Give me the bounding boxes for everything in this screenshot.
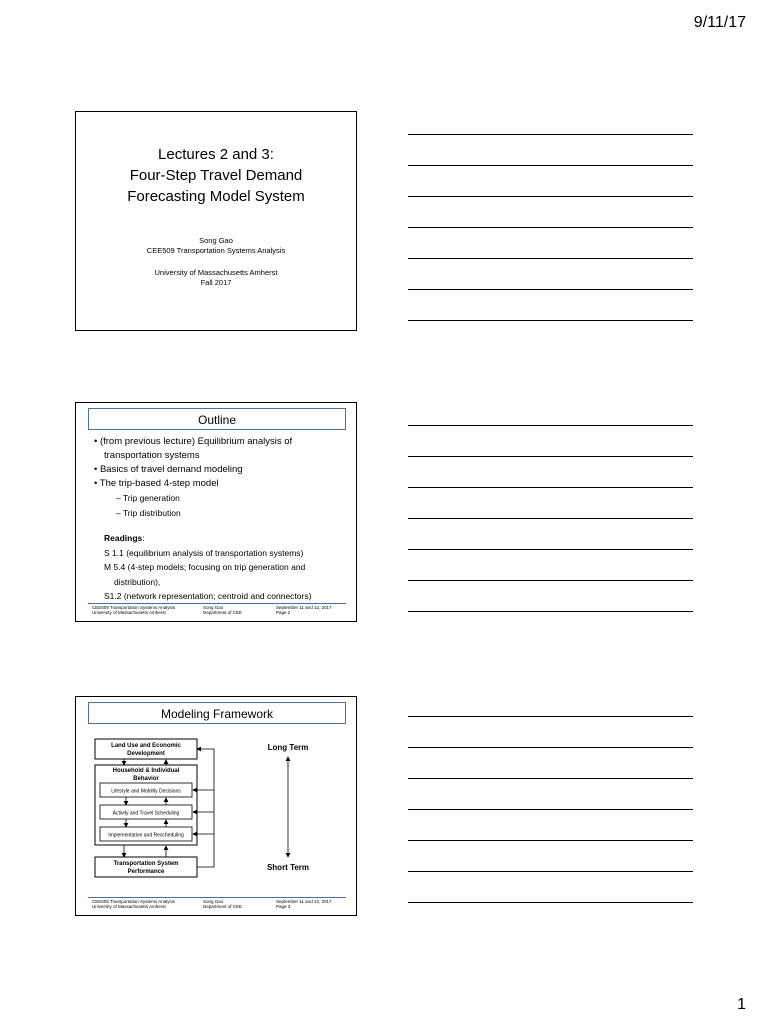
- implementation-label: Implementation and Rescheduling: [108, 832, 184, 839]
- title-line-3: Forecasting Model System: [127, 188, 305, 205]
- note-line: [408, 747, 693, 748]
- long-term-label: Long Term: [267, 743, 309, 752]
- slide-modeling-framework: [75, 696, 357, 916]
- transport-label-2: Performance: [127, 869, 165, 875]
- slide-outline: [75, 402, 357, 622]
- land-use-label-2: Development: [127, 751, 165, 757]
- note-line: [408, 165, 693, 166]
- slide-title: [75, 111, 357, 331]
- transport-label-1: Transportation System: [113, 861, 179, 867]
- note-line: [408, 196, 693, 197]
- note-line: [408, 778, 693, 779]
- list-item: • The trip-based 4-step model: [94, 478, 219, 489]
- note-line: [408, 487, 693, 488]
- institution-name: University of Massachusetts Amherst: [154, 268, 278, 277]
- note-line: [408, 227, 693, 228]
- footer-date: September 11 and 12, 2017: [276, 605, 332, 610]
- slide-title-heading: [76, 144, 356, 207]
- note-line: [408, 425, 693, 426]
- title-line-1: Lectures 2 and 3:: [158, 146, 274, 163]
- land-use-label-1: Land Use and Economic: [111, 743, 181, 749]
- reading-item-cont: distribution),: [114, 576, 161, 587]
- household-label-1: Household & Individual: [112, 768, 180, 774]
- footer-course: CEE509 Transportation Systems Analysis: [92, 899, 176, 904]
- footer-dept: Department of CEE: [203, 610, 243, 615]
- footer-page: Page 2: [276, 610, 291, 615]
- course-name: CEE509 Transportation Systems Analysis: [146, 246, 286, 255]
- note-line: [408, 580, 693, 581]
- note-line: [408, 716, 693, 717]
- reading-item: S 1.1 (equilibrium analysis of transportation systems): [104, 547, 304, 558]
- note-line: [408, 518, 693, 519]
- footer-univ: University of Massachusetts Amherst: [92, 610, 166, 615]
- household-label-2: Behavior: [133, 776, 159, 782]
- slide-footer: [88, 603, 346, 618]
- outline-list: [88, 435, 348, 604]
- note-line: [408, 456, 693, 457]
- footer-dept: Department of CEE: [203, 904, 243, 909]
- note-line: [408, 258, 693, 259]
- footer-author: Song Gao: [203, 605, 224, 610]
- page-number: 1: [737, 996, 746, 1013]
- footer-univ: University of Massachusetts Amherst: [92, 904, 166, 909]
- note-line: [408, 549, 693, 550]
- note-line: [408, 320, 693, 321]
- note-line: [408, 902, 693, 903]
- reading-item: M 5.4 (4-step models; focusing on trip generation and: [104, 562, 306, 572]
- page-date: 9/11/17: [693, 14, 746, 31]
- sub-list-item: – Trip generation: [116, 493, 180, 503]
- slide-heading: Outline: [88, 408, 346, 430]
- note-line: [408, 611, 693, 612]
- note-line: [408, 809, 693, 810]
- slide-heading: Modeling Framework: [88, 702, 346, 724]
- footer-course: CEE509 Transportation Systems Analysis: [92, 605, 176, 610]
- footer-date: September 11 and 12, 2017: [276, 899, 332, 904]
- title-line-2: Four-Step Travel Demand: [129, 167, 303, 184]
- short-term-label: Short Term: [266, 863, 310, 872]
- term-name: Fall 2017: [200, 278, 232, 287]
- footer-author: Song Gao: [203, 899, 224, 904]
- activity-label: Activity and Travel Scheduling: [112, 810, 180, 817]
- sub-list-item: – Trip distribution: [116, 508, 181, 518]
- list-item: • (from previous lecture) Equilibrium analysis of transportation systems: [94, 436, 293, 461]
- author-name: Song Gao: [199, 236, 233, 245]
- slide-footer: [88, 897, 346, 912]
- institution-block: [76, 268, 356, 288]
- note-line: [408, 840, 693, 841]
- readings-block: Readings: S 1.1 (equilibrium analysis of transportation systems) M 5.4 (4-step models; focusing on trip generation and distribution), S1.2 (network representation; centroid and connectors): [88, 531, 348, 604]
- author-block: [76, 236, 356, 256]
- footer-page: Page 3: [276, 904, 291, 909]
- readings-label: Readings: [104, 533, 143, 543]
- lifestyle-label: Lifestyle and Mobility Decisions: [111, 788, 181, 795]
- note-line: [408, 134, 693, 135]
- list-item: • Basics of travel demand modeling: [94, 464, 243, 475]
- reading-item: S1.2 (network representation; centroid and connectors): [104, 591, 312, 601]
- framework-diagram: [76, 697, 356, 915]
- note-line: [408, 289, 693, 290]
- note-line: [408, 871, 693, 872]
